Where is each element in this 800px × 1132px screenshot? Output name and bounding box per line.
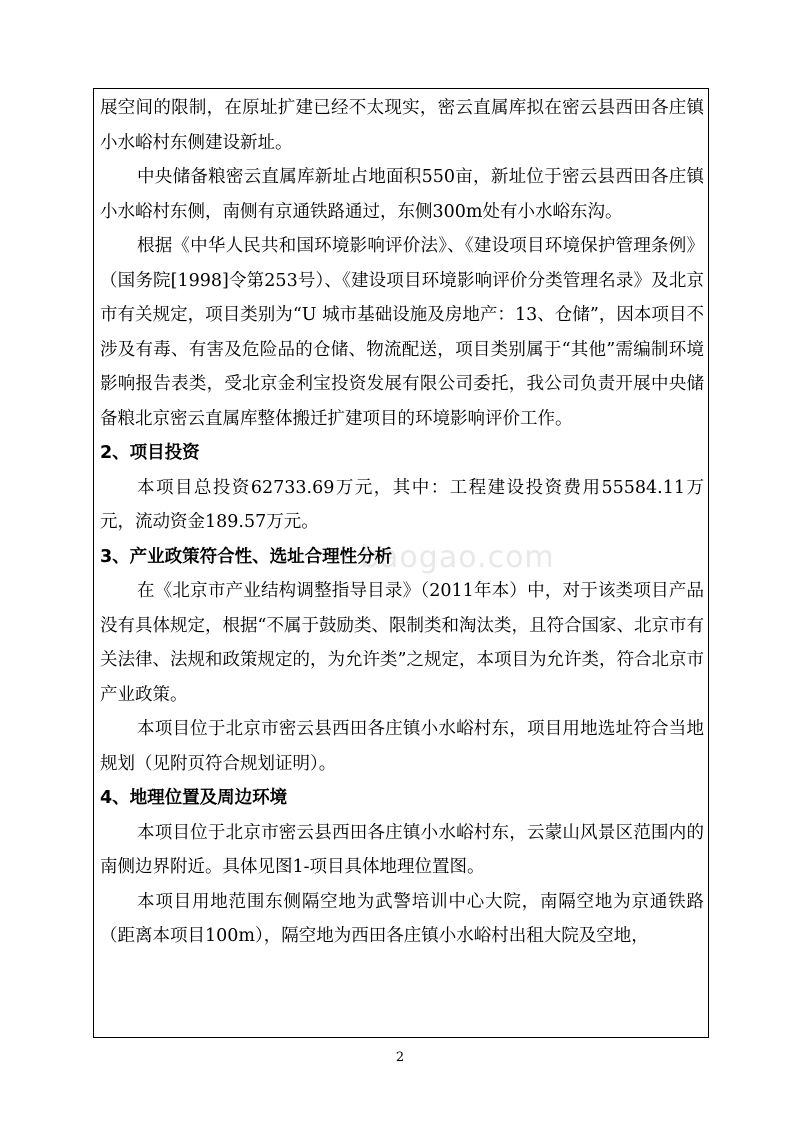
paragraph-3: 根据《中华人民共和国环境影响评价法》、《建设项目环境保护管理条例》（国务院[1998]令第253号）、《建设项目环境影响评价分类管理名录》及北京市有关规定，项目类别为“U 城市基础设施及房地产：13、仓储”，因本项目不涉及有毒、有害及危险品的仓储、物流配送，项目类别属于“其他”需编制环境影响报告表类，受北京金利宝投资发展有限公司委托，我公司负责开展中央储备粮北京密云直属库整体搬迁扩建项目的环境影响评价工作。 bbox=[100, 236, 704, 429]
paragraph-2: 中央储备粮密云直属库新址占地面积550亩，新址位于密云县西田各庄镇小水峪村东侧，南侧有京通铁路通过，东侧300m处有小水峪东沟。 bbox=[100, 167, 704, 222]
paragraph-6: 本项目位于北京市密云县西田各庄镇小水峪村东，项目用地选址符合当地规划（见附页符合规划证明）。 bbox=[100, 719, 704, 774]
paragraph-7: 本项目位于北京市密云县西田各庄镇小水峪村东，云蒙山风景区范围内的南侧边界附近。具体见图1-项目具体地理位置图。 bbox=[100, 822, 704, 877]
document-body bbox=[100, 91, 704, 954]
section-heading-policy: 3、产业政策符合性、选址合理性分析 bbox=[100, 546, 393, 567]
section-heading-investment: 2、项目投资 bbox=[100, 443, 200, 463]
paragraph-1: 展空间的限制，在原址扩建已经不太现实，密云直属库拟在密云县西田各庄镇小水峪村东侧建设新址。 bbox=[100, 98, 704, 153]
watermark: baogao.com bbox=[360, 540, 555, 575]
paragraph-4: 本项目总投资62733.69万元，其中：工程建设投资费用55584.11万元，流动资金189.57万元。 bbox=[100, 477, 704, 532]
section-heading-location: 4、地理位置及周边环境 bbox=[100, 788, 288, 808]
page-number: 2 bbox=[395, 1050, 405, 1065]
paragraph-5: 在《北京市产业结构调整指导目录》（2011年本）中，对于该类项目产品没有具体规定，根据“不属于鼓励类、限制类和淘汰类，且符合国家、北京市有关法律、法规和政策规定的，为允许类”之规定，本项目为允许类，符合北京市产业政策。 bbox=[100, 581, 704, 705]
paragraph-8: 本项目用地范围东侧隔空地为武警培训中心大院，南隔空地为京通铁路（距离本项目100m），隔空地为西田各庄镇小水峪村出租大院及空地， bbox=[100, 891, 704, 946]
